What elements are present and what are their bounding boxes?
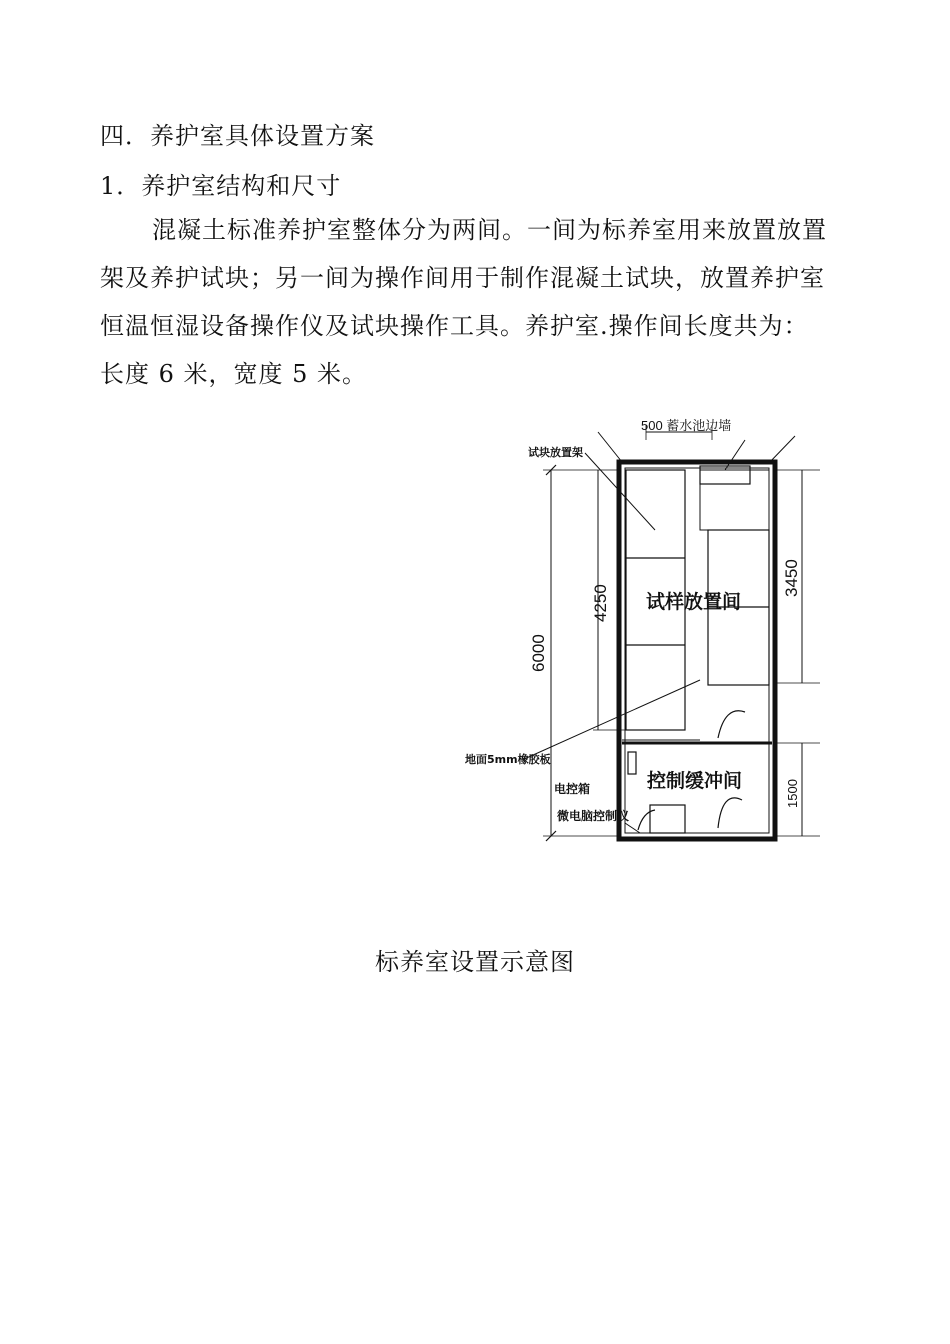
- paragraph-line: 恒温恒湿设备操作仪及试块操作工具。养护室.操作间长度共为：: [100, 312, 809, 340]
- dim-room2-label: 1500: [785, 779, 800, 808]
- rack-label: 试块放置架: [528, 446, 583, 459]
- dim-room1-label: 3450: [782, 559, 801, 597]
- floor-label: 地面5mm橡胶板: [465, 753, 551, 766]
- controller-box: [650, 805, 685, 833]
- floor-plan-diagram: [440, 405, 860, 855]
- dim-rack-label: 4250: [591, 584, 610, 622]
- paragraph-line: 长度 6 米，宽度 5 米。: [100, 360, 368, 388]
- room2-label: 控制缓冲间: [647, 770, 743, 792]
- top-dimension-label: 500 蓄水池边墙: [641, 418, 732, 433]
- door-arc: [718, 711, 745, 738]
- section-heading: 四．养护室具体设置方案: [100, 122, 375, 150]
- subsection-heading: 1．养护室结构和尺寸: [100, 172, 342, 200]
- control-cabinet: [628, 752, 636, 774]
- controller-label: 微电脑控制仪: [557, 809, 630, 823]
- cabinet-label: 电控箱: [554, 782, 591, 796]
- leader-floor: [522, 680, 700, 760]
- paragraph-line: 架及养护试块；另一间为操作间用于制作混凝土试块，放置养护室: [100, 264, 825, 292]
- door-arc-2: [718, 798, 742, 828]
- paragraph-line: 混凝土标准养护室整体分为两间。一间为标养室用来放置放置: [152, 216, 827, 244]
- water-tank: [700, 466, 750, 484]
- dim-total-label: 6000: [529, 634, 548, 672]
- right-rack-top: [700, 470, 769, 530]
- room1-label: 试样放置间: [646, 591, 742, 613]
- figure-caption: 标养室设置示意图: [375, 948, 575, 976]
